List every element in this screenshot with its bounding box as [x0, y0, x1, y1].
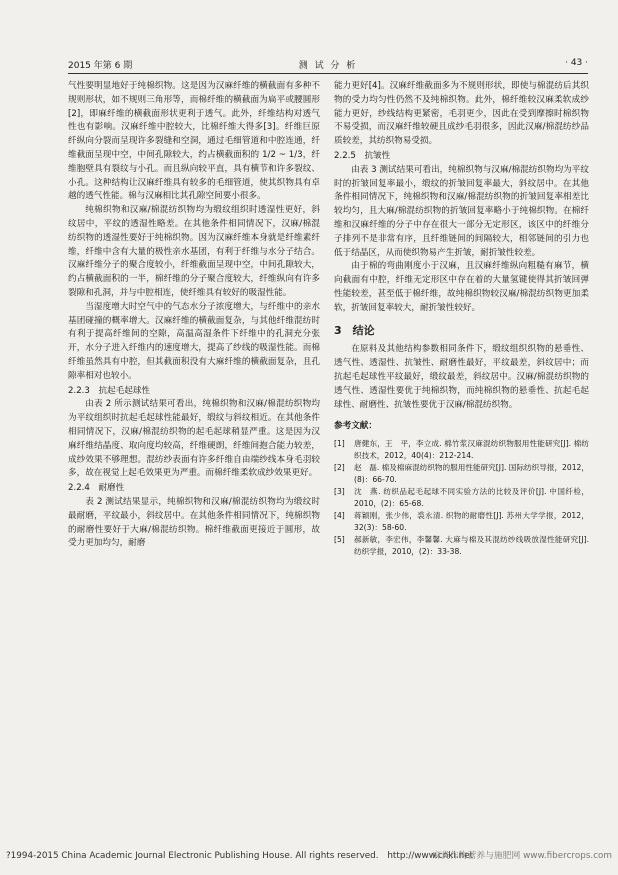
paragraph: 纯棉织物和汉麻/棉混纺织物均为缎纹组织时透湿性更好，斜纹居中，平纹的透湿性略差。在其他条件相同情况下，汉麻/棉混纺织物的透湿性要好于纯棉织物。因为汉麻纤维本身就是纤维素纤维，纤维中含有大量的极性亲水基团，有利于纤维与水分子结合。汉麻纤维分子的聚合度较小，纤维截面呈现中空，中间孔隙较大，约占横截面积的一半，棉纤维的分子聚合度较大，纤维纵向有许多裂隙和孔洞，并与中腔相连，使纤维具有较好的吸湿性能。 [68, 205, 320, 298]
reference-number: [3] [334, 487, 345, 497]
reference-item [334, 438, 589, 462]
reference-item [334, 486, 589, 510]
paragraph: 由表 3 测试结果可看出，纯棉织物与汉麻/棉混纺织物均为平纹时的折皱回复率最小，缎纹的折皱回复率最大，斜纹居中。在其他条件相同情况下，纯棉织物和汉麻/棉混纺织物的折皱回复率相差比较均匀，且大麻/棉混纺织物的折皱回复率略小于纯棉织物。在棉纤维和汉麻纤维的分子中存在很大一部分无定形区，该区中的纤维分子排列不是非常有序，且纤维链间的间隔较大，相邻链间的引力也低于结晶区，从而使织物易产生折皱，耐折皱性较差。 [334, 164, 589, 258]
issue-label: 2015 年第 6 期 [68, 61, 133, 71]
section-heading-conclusion: 3 结论 [334, 323, 375, 337]
copyright-notice: ?1994-2015 China Academic Journal Electronic Publishing House. All rights reserved. http://www.cnki.net [6, 851, 474, 861]
reference-item [334, 510, 589, 534]
reference-number: [1] [334, 439, 345, 449]
paragraph: 能力更好[4]。汉麻纤维截面多为不规则形状，即使与棉混纺后其织物的受力均匀性仍然不及纯棉织物。此外，棉纤维较汉麻柔软成纱能力更好，纱线结构更紧密，毛羽更少，因此在受到摩擦时棉织物不易受损，而汉麻纤维较硬且成纱毛羽很多，因此汉麻/棉混纺纱品质较差，其纺织物易受损。 [334, 81, 589, 147]
reference-number: [5] [334, 535, 345, 545]
paragraph: 当湿度增大时空气中的气态水分子浓度增大，与纤维中的亲水基团碰撞的概率增大。汉麻纤维的横截面复杂，与其他纤维混纺时有利于提高纤维间的空隙，高温高湿条件下纤维中的孔洞充分张开，水分子进入纤维内的速度增大，提高了纱线的吸湿性能。而棉纤维虽然具有中腔，但其截面积没有大麻纤维的横截面复杂，且孔隙率相对也较小。 [68, 301, 320, 381]
left-column [68, 80, 320, 551]
reference-item [334, 534, 589, 558]
section-title: 测 试 分 析 [298, 61, 358, 71]
paragraph: 由表 2 所示测试结果可看出，纯棉织物和汉麻/棉混纺织物均为平纹组织时抗起毛起球性能最好，缎纹与斜纹相近。在其他条件相同情况下，汉麻/棉混纺织物的起毛起球稍显严重。这是因为汉麻纤维结晶度、取向度均较高，纤维硬朗，纤维间抱合能力较差，成纱效果不够理想。混纺纱表面有许多纤维自由端纱线本身毛羽较多，故在视觉上起毛效果更为严重。而棉纤维柔软成纱效果更好。 [68, 399, 320, 479]
paragraph: 气性要明显地好于纯棉织物。这是因为汉麻纤维的横截面有多种不规则形状，如不规则三角形等，而棉纤维的横截面为扁平或腰圆形[2]，即麻纤维的横截面形状更利于透气。此外，纤维结构对透气性也有影响。汉麻纤维中腔较大，比棉纤维大得多[3]。纤维巨原纤纵向分裂而呈现许多裂缝和空洞，通过毛细管道和中腔连通，纤维截面呈现中空，中间孔隙较大，约占横截面积的 1/2 ~ 1/3，纤维胞壁具有裂纹与小孔。而且纵向较平直，具有横节和许多裂纹、小孔。这种结构让汉麻纤维具有较多的毛细管道，使其织物具有卓越的透气性能。棉与汉麻相比其孔隙空间要小很多。 [68, 81, 320, 202]
paragraph: 在原料及其他结构参数相同条件下，缎纹组织织物的悬垂性、透气性、透湿性、抗皱性、耐磨性最好，平纹最差，斜纹居中；而抗起毛起球性平纹最好，缎纹最差，斜纹居中。汉麻/棉混纺织物的透气性、透湿性要优于纯棉织物，而纯棉织物的悬垂性、抗起毛起球性、耐磨性、抗皱性要优于汉麻/棉混纺织物。 [334, 344, 589, 410]
reference-text: 唐健东，王 平，李立成. 棉竹浆汉麻混纺织物服用性能研究[J]. 棉纺织技术，2012，40(4)：212-214. [354, 439, 589, 461]
reference-number: [2] [334, 463, 345, 473]
reference-text: 蒋颖刚，张少伟，裘永清. 织物的耐磨性[J]. 苏州大学学报，2012，32(3)：58-60. [354, 511, 589, 533]
reference-text: 沈 燕. 纺织品起毛起球不同实验方法的比较及评价[J]. 中国纤检，2010，(2)：65-68. [354, 487, 589, 509]
reference-item [334, 462, 589, 486]
reference-number: [4] [334, 511, 345, 521]
header-rule [68, 73, 588, 74]
right-column [334, 80, 589, 558]
running-header [68, 58, 588, 72]
reference-text: 郝新敏，李宏伟，李馨馨. 大麻与棉及其混纺纱线吸放湿性能研究[J]. 纺织学报，2010，(2)：33-38. [354, 535, 589, 557]
references-heading: 参考文献： [334, 421, 377, 432]
subsection-heading: 2.2.4 耐磨性 [68, 483, 125, 494]
reference-list [334, 438, 589, 558]
watermark: 麻类作物营养与施肥网 www.fibercrops.com [432, 851, 612, 861]
reference-text: 赵 磊. 棉及棉麻混纺织物的服用性能研究[J]. 国际纺织导报，2012，(8)：66-70. [354, 463, 589, 485]
paragraph: 由于棉的弯曲刚度小于汉麻，且汉麻纤维纵向粗糙有麻节，横向截面有中腔，纤维无定形区中存在着的大量氢键使得其折皱回弹性能较差，甚至低于棉纤维，故纯棉织物较汉麻/棉混纺织物更加柔软，折皱回复率较大，耐折皱性较好。 [334, 261, 589, 313]
subsection-heading: 2.2.3 抗起毛起球性 [68, 385, 151, 396]
page-number: · 43 · [565, 58, 588, 68]
paragraph: 表 2 测试结果显示，纯棉织物和汉麻/棉混纺织物均为缎纹时最耐磨，平纹最小，斜纹居中。在其他条件相同情况下，纯棉织物的耐磨性要好于大麻/棉混纺织物。棉纤维截面更接近于圆形，故受力更加均匀，耐磨 [68, 496, 320, 549]
subsection-heading: 2.2.5 抗皱性 [334, 150, 391, 161]
